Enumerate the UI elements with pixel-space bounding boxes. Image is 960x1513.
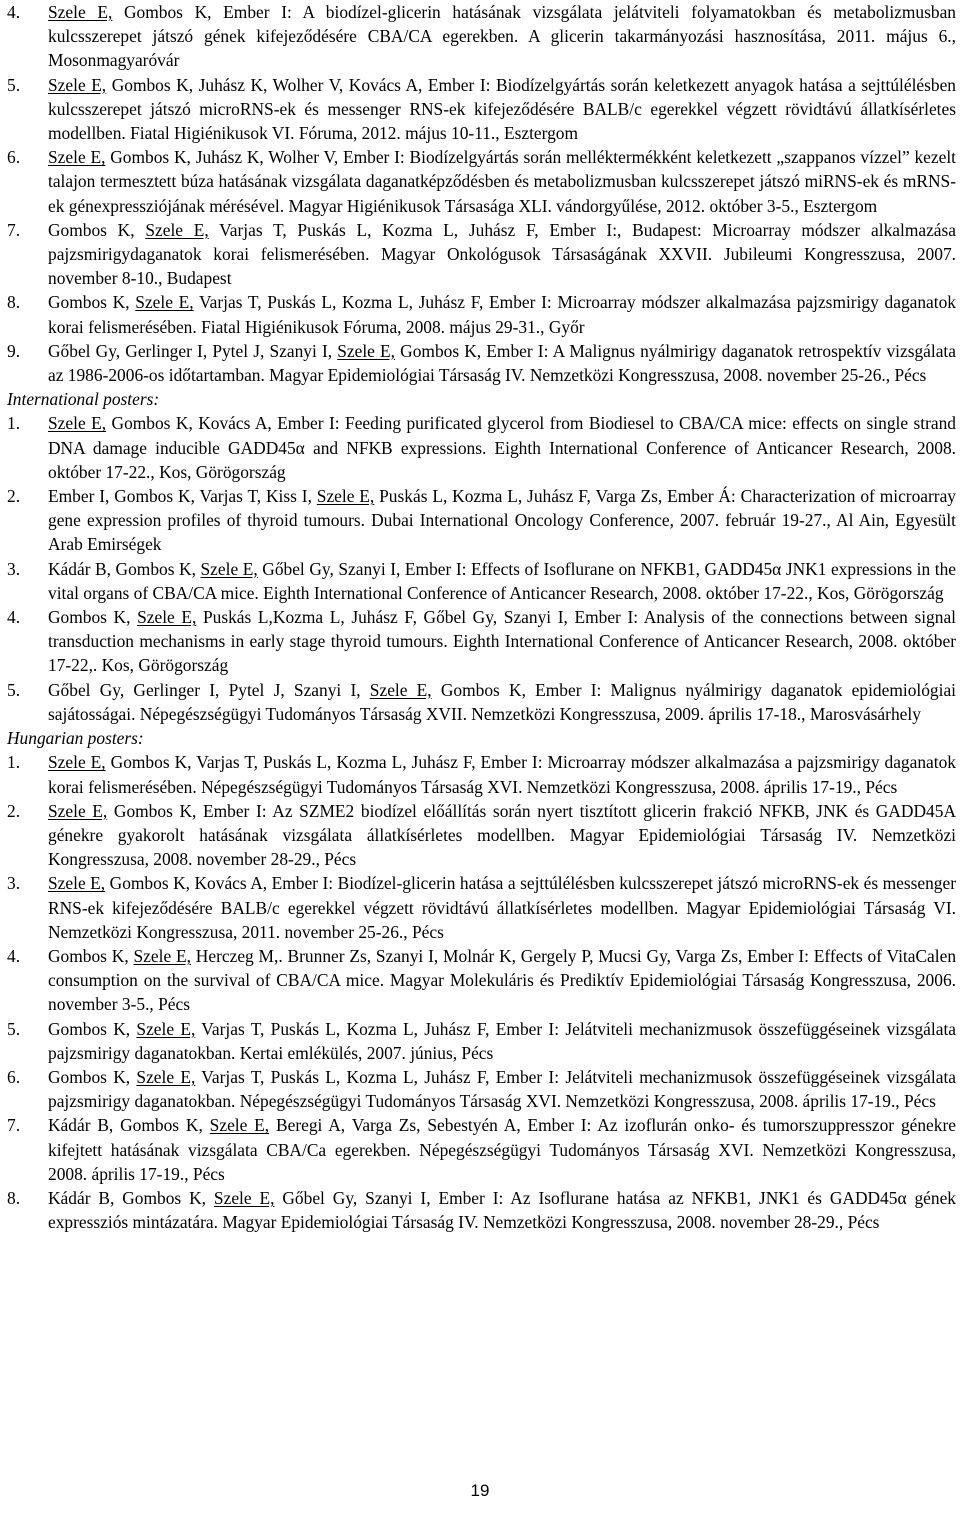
author-highlight: Szele E, — [200, 558, 258, 579]
international-posters-list — [7, 411, 956, 726]
citation-prefix: Gombos K, — [48, 1018, 137, 1039]
citation-text: Varjas T, Puskás L, Kozma L, Juhász F, Ember I: Microarray módszer alkalmazása pajzsmirigy daganatok korai felismerésében. Fiatal Higiénikusok Fóruma, 2008. május 29-31., Győr — [48, 292, 956, 337]
item-number: 5 . — [7, 1017, 20, 1041]
author-highlight: Szele E, — [135, 292, 194, 313]
publication-list — [7, 0, 956, 387]
author-highlight: Szele E, — [145, 219, 209, 240]
international-posters-heading: International posters: — [7, 389, 160, 410]
list-item — [7, 750, 956, 798]
list-item — [7, 339, 956, 387]
author-highlight: Szele E, — [316, 486, 375, 507]
item-number: 6 . — [7, 145, 20, 169]
hungarian-posters-heading: Hungarian posters: — [7, 728, 144, 749]
author-highlight: Szele E, — [48, 2, 113, 22]
citation-prefix: Gőbel Gy, Gerlinger I, Pytel J, Szanyi I, — [48, 679, 370, 700]
citation-text: Puskás L,Kozma L, Juhász F, Gőbel Gy, Szanyi I, Ember I: Analysis of the connections between signal transduction mechanisms in early stage thyroid tumours. Eighth International Conference of Anticancer Research, 2008. október 17-22,. Kos, Görögország — [48, 607, 957, 676]
author-highlight: Szele E, — [48, 752, 106, 773]
item-number: 8 . — [7, 290, 20, 314]
item-number: 4 . — [7, 605, 20, 629]
item-number: 9 . — [7, 339, 20, 363]
citation-text: Gombos K, Kovács A, Ember I: Feeding purificated glycerol from Biodiesel to CBA/CA mice: effects on single strand DNA damage inducible GADD45α and NFKB expressions. Eighth International Conference of Anticancer Research, 2008. október 17-22., Kos, Görögország — [48, 413, 957, 482]
citation-prefix: Gombos K, — [48, 1066, 137, 1087]
citation-text: Gombos K, Ember I: A biodízel-glicerin hatásának vizsgálata jelátviteli folyamatokban és metabolizmusban kulcsszerepet játszó gének kifejeződésére CBA/CA egerekben. A glicerin takarmányozási hasznosítása, 2011. május 6., Mosonmagyaróvár — [48, 2, 956, 71]
list-item — [7, 1065, 956, 1113]
list-item — [7, 484, 956, 557]
citation-text: Gombos K, Varjas T, Puskás L, Kozma L, Juhász F, Ember I: Microarray módszer alkalmazása a pajzsmirigy daganatok korai felismerésében. Népegészségügyi Tudományos Társaság XVI. Nemzetközi Kongresszusa, 2008. április 17-19., Pécs — [48, 752, 956, 797]
citation-prefix: Kádár B, Gombos K, — [48, 558, 201, 579]
citation-text: Gőbel Gy, Szanyi I, Ember I: Effects of Isoflurane on NFKB1, GADD45α JNK1 expressions in the vital organs of CBA/CA mice. Eighth International Conference of Anticancer Research, 2008. október 17-22., Kos, Görögország — [48, 558, 956, 603]
citation-text: Puskás L, Kozma L, Juhász F, Varga Zs, Ember Á: Characterization of microarray gene expression profiles of thyroid tumours. Dubai International Oncology Conference, 2007. február 19-27., Al Ain, Egyesült Arab Emirségek — [48, 486, 956, 555]
list-item — [7, 799, 956, 872]
citation-prefix: Kádár B, Gombos K, — [48, 1187, 214, 1208]
citation-text: Gombos K, Ember I: A Malignus nyálmirigy daganatok retrospektív vizsgálata az 1986-2006-os időtartamban. Magyar Epidemiológiai Társaság IV. Nemzetközi Kongresszusa, 2008. november 25-26., Pécs — [48, 340, 956, 386]
citation-text: Gombos K, Kovács A, Ember I: Biodízel-glicerin hatása a sejttúlélésben kulcsszerepet játszó microRNS-ek és messenger RNS-ek kifejeződésére BALB/c egerekkel végzett rövidtávú állatkísérletes modellben. Magyar Epidemiológiai Társaság VI. Nemzetközi Kongresszusa, 2011. november 25-26., Pécs — [48, 873, 956, 942]
list-item — [7, 218, 956, 291]
item-number: 8 . — [7, 1186, 20, 1210]
item-number: 1 . — [7, 411, 20, 435]
author-highlight: Szele E, — [136, 1066, 196, 1087]
author-highlight: Szele E, — [209, 1115, 270, 1136]
author-highlight: Szele E, — [48, 147, 106, 168]
item-number: 6 . — [7, 1065, 20, 1089]
item-number: 7 . — [7, 1113, 20, 1137]
author-highlight: Szele E, — [136, 1018, 196, 1039]
item-number: 4 . — [7, 0, 20, 24]
citation-prefix: Kádár B, Gombos K, — [48, 1115, 210, 1136]
author-highlight: Szele E, — [48, 413, 107, 434]
item-number: 5 . — [7, 73, 20, 97]
item-number: 3 . — [7, 557, 20, 581]
author-highlight: Szele E, — [337, 340, 396, 361]
author-highlight: Szele E, — [137, 607, 197, 628]
item-number: 5 . — [7, 678, 20, 702]
author-highlight: Szele E, — [48, 800, 108, 821]
citation-text: Varjas T, Puskás L, Kozma L, Juhász F, Ember I: Jelátviteli mechanizmusok összefüggéseinek vizsgálata pajzsmirigy daganatokban. Kertai emlékülés, 2007. június, Pécs — [48, 1018, 957, 1063]
citation-prefix: Ember I, Gombos K, Varjas T, Kiss I, — [48, 486, 317, 507]
author-highlight: Szele E, — [369, 679, 432, 700]
citation-text: Gombos K, Juhász K, Wolher V, Ember I: Biodízelgyártás során melléktermékként keletkezett „szappanos vízzel” kezelt talajon termesztett búza hatásának vizsgálata daganatképződésben és metabolizmusban kulcsszerepet játszó miRNS-ek és mRNS-ek génexpressziójának mérésével. Magyar Higiénikusok Társasága XLI. vándorgyűlése, 2012. október 3-5., Esztergom — [48, 147, 956, 216]
author-highlight: Szele E, — [48, 74, 107, 95]
citation-text: Gombos K, Ember I: Malignus nyálmirigy daganatok epidemiológiai sajátosságai. Népegészségügyi Tudományos Társaság XVII. Nemzetközi Kongresszusa, 2009. április 17-18., Marosvásárhely — [48, 679, 956, 724]
list-item — [7, 0, 956, 73]
list-item — [7, 290, 956, 338]
list-item — [7, 944, 956, 1017]
citation-text: Gőbel Gy, Szanyi I, Ember I: Az Isoflurane hatása az NFKB1, JNK1 és GADD45α gének expressziós mintázatára. Magyar Epidemiológiai Társaság IV. Nemzetközi Kongresszusa, 2008. november 28-29., Pécs — [48, 1187, 956, 1233]
citation-prefix: Gombos K, — [48, 607, 138, 628]
author-highlight: Szele E, — [213, 1187, 275, 1208]
list-item — [7, 73, 956, 146]
list-item — [7, 1113, 956, 1186]
citation-prefix: Gőbel Gy, Gerlinger I, Pytel J, Szanyi I, — [48, 340, 338, 361]
list-item — [7, 678, 956, 726]
document-page — [7, 0, 956, 1234]
list-item — [7, 411, 956, 484]
citation-prefix: Gombos K, — [48, 219, 146, 240]
list-item — [7, 145, 956, 218]
item-number: 1 . — [7, 750, 20, 774]
citation-prefix: Gombos K, — [48, 945, 134, 966]
list-item — [7, 871, 956, 944]
item-number: 2 . — [7, 484, 20, 508]
page-number: 19 — [470, 1481, 490, 1500]
list-item — [7, 1017, 956, 1065]
item-number: 4 . — [7, 944, 20, 968]
list-item — [7, 605, 956, 678]
citation-text: Gombos K, Ember I: Az SZME2 biodízel előállítás során nyert tisztított glicerin frakció NFKB, JNK és GADD45A génekre gyakorolt hatásának vizsgálata állatkísérletes modellben. Magyar Epidemiológiai Társaság IV. Nemzetközi Kongresszusa, 2008. november 28-29., Pécs — [48, 800, 956, 870]
item-number: 3 . — [7, 871, 20, 895]
citation-prefix: Gombos K, — [48, 292, 136, 313]
list-item — [7, 1186, 956, 1234]
author-highlight: Szele E, — [133, 945, 191, 966]
citation-text: Herczeg M,. Brunner Zs, Szanyi I, Molnár K, Gergely P, Mucsi Gy, Varga Zs, Ember I: Effects of VitaCalen consumption on the survival of CBA/CA mice. Magyar Molekuláris és Prediktív Epidemiológiai Társaság Kongresszusa, 2006. november 3-5., Pécs — [48, 945, 957, 1015]
citation-text: Gombos K, Juhász K, Wolher V, Kovács A, Ember I: Biodízelgyártás során keletkezett anyagok hatása a sejttúlélésben kulcsszerepet játszó microRNS-ek és messenger RNS-ek kifejeződésére BALB/c egerekkel végzett rövidtávú állatkísérletes modellben. Fiatal Higiénikusok VI. Fóruma, 2012. május 10-11., Esztergom — [48, 74, 956, 144]
author-highlight: Szele E, — [48, 873, 106, 894]
hungarian-posters-list — [7, 750, 956, 1234]
citation-text: Varjas T, Puskás L, Kozma L, Juhász F, Ember I: Jelátviteli mechanizmusok összefüggéseinek vizsgálata pajzsmirigy daganatokban. Népegészségügyi Tudományos Társaság XVI. Nemzetközi Kongresszusa, 2008. április 17-19., Pécs — [48, 1066, 957, 1112]
list-item — [7, 557, 956, 605]
citation-text: Varjas T, Puskás L, Kozma L, Juhász F, Ember I:, Budapest: Microarray módszer alkalmazása pajzsmirigydaganatok korai felismerésében. Magyar Onkológusok Társaságának XXVII. Jubileumi Kongresszusa, 2007. november 8-10., Budapest — [48, 219, 956, 289]
citation-text: Beregi A, Varga Zs, Sebestyén A, Ember I: Az izoflurán onko- és tumorszuppresszor génekre kifejtett hatásának vizsgálata CBA/Ca egerekben. Népegészségügyi Tudományos Társaság XVI. Nemzetközi Kongresszusa, 2008. április 17-19., Pécs — [48, 1115, 956, 1184]
item-number: 7 . — [7, 218, 20, 242]
item-number: 2 . — [7, 799, 20, 823]
